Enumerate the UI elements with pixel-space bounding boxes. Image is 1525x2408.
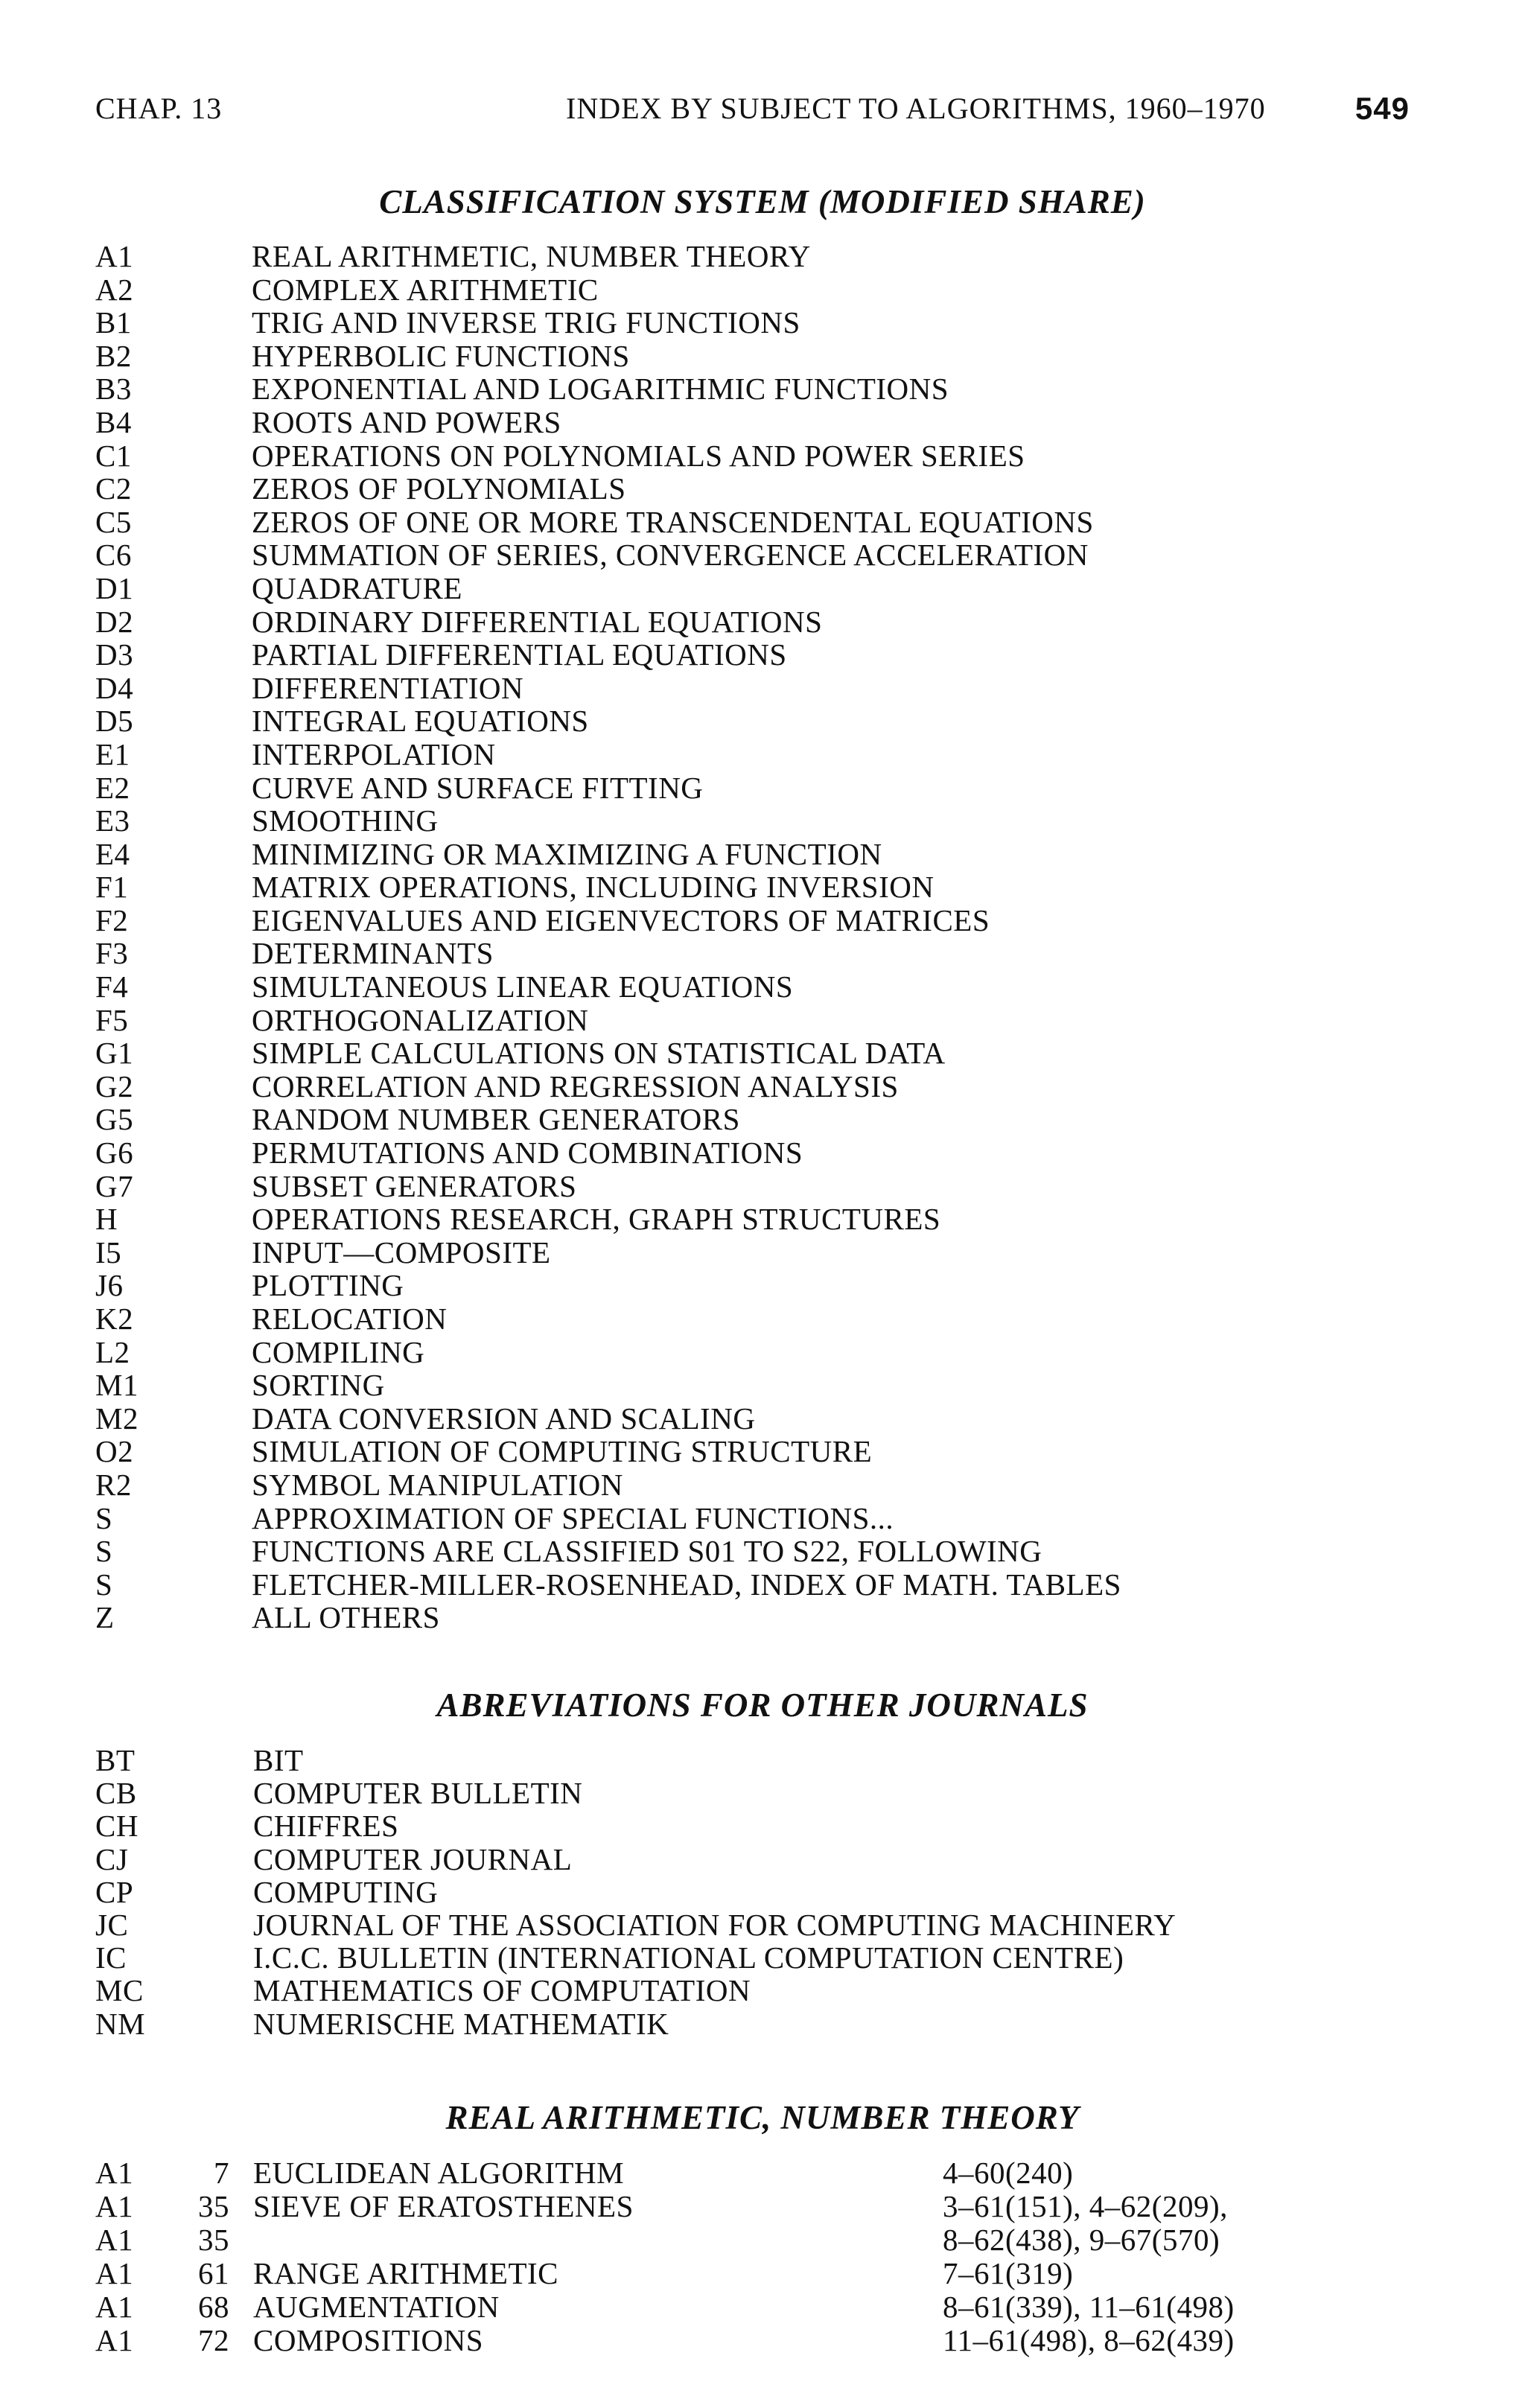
entry-desc: SIMULTANEOUS LINEAR EQUATIONS — [252, 969, 794, 1004]
entry-code: C6 — [95, 538, 132, 573]
entry-desc: SUBSET GENERATORS — [252, 1168, 577, 1203]
entry-desc: QUADRATURE — [252, 570, 462, 605]
entry-desc: ALL OTHERS — [252, 1600, 440, 1635]
entry-code: E3 — [95, 803, 130, 838]
entry-desc: DATA CONVERSION AND SCALING — [252, 1401, 756, 1436]
entry-ref: 11–61(498), 8–62(439) — [943, 2323, 1235, 2357]
entry-desc: CHIFFRES — [253, 1809, 399, 1844]
entry-code: B2 — [95, 338, 132, 373]
journals-title: ABREVIATIONS FOR OTHER JOURNALS — [436, 1686, 1089, 1724]
entry-code: F1 — [95, 870, 129, 905]
entry-code: M2 — [95, 1401, 139, 1436]
entry-code: F2 — [95, 902, 129, 937]
entry-desc: COMPILING — [252, 1334, 425, 1369]
entry-desc: SIEVE OF ERATOSTHENES — [253, 2189, 634, 2223]
entry-desc: SYMBOL MANIPULATION — [252, 1467, 623, 1502]
entry-code: CB — [95, 1776, 137, 1811]
entry-desc: RANDOM NUMBER GENERATORS — [252, 1102, 740, 1137]
entry-code: A1 — [95, 2256, 134, 2290]
entry-ref: 4–60(240) — [943, 2156, 1074, 2190]
entry-desc: INTEGRAL EQUATIONS — [252, 704, 589, 739]
entry-desc: RELOCATION — [252, 1302, 448, 1336]
entry-num: 35 — [198, 2189, 229, 2223]
entry-code: E4 — [95, 836, 130, 871]
entry-code: BT — [95, 1743, 136, 1777]
entry-desc: APPROXIMATION OF SPECIAL FUNCTIONS... — [252, 1500, 894, 1535]
entry-num: 7 — [214, 2156, 229, 2190]
entry-ref: 7–61(319) — [943, 2256, 1074, 2290]
entry-code: G2 — [95, 1068, 134, 1103]
entry-desc: EXPONENTIAL AND LOGARITHMIC FUNCTIONS — [252, 372, 949, 407]
entry-code: J6 — [95, 1268, 124, 1303]
entry-code: S — [95, 1500, 113, 1535]
entry-code: D3 — [95, 637, 134, 672]
entry-desc: ORTHOGONALIZATION — [252, 1002, 589, 1037]
algorithms-title: REAL ARITHMETIC, NUMBER THEORY — [445, 2099, 1080, 2136]
entry-desc: ZEROS OF ONE OR MORE TRANSCENDENTAL EQUATIONS — [252, 504, 1094, 539]
entry-code: L2 — [95, 1334, 130, 1369]
entry-desc: CURVE AND SURFACE FITTING — [252, 770, 704, 805]
entry-code: IC — [95, 1940, 127, 1975]
entry-desc: AUGMENTATION — [253, 2290, 500, 2324]
entry-code: R2 — [95, 1467, 132, 1502]
entry-desc: PLOTTING — [252, 1268, 404, 1303]
entry-code: D1 — [95, 570, 134, 605]
entry-desc: COMPUTING — [253, 1874, 439, 1909]
entry-desc: MATHEMATICS OF COMPUTATION — [253, 1973, 751, 2008]
entry-desc: SMOOTHING — [252, 803, 439, 838]
entry-code: E2 — [95, 770, 130, 805]
entry-desc: JOURNAL OF THE ASSOCIATION FOR COMPUTING MACHINERY — [253, 1907, 1177, 1942]
entry-num: 61 — [198, 2256, 229, 2290]
entry-desc: RANGE ARITHMETIC — [253, 2256, 559, 2290]
entry-code: S — [95, 1567, 113, 1602]
entry-desc: NUMERISCHE MATHEMATIK — [253, 2006, 669, 2041]
entry-desc: COMPUTER JOURNAL — [253, 1841, 573, 1876]
entry-ref: 8–62(438), 9–67(570) — [943, 2223, 1220, 2257]
entry-desc: INTERPOLATION — [252, 736, 496, 771]
entry-code: F5 — [95, 1002, 129, 1037]
entry-code: B4 — [95, 404, 132, 439]
entry-code: E1 — [95, 736, 130, 771]
entry-desc: EUCLIDEAN ALGORITHM — [253, 2156, 625, 2190]
entry-desc: EIGENVALUES AND EIGENVECTORS OF MATRICES — [252, 902, 990, 937]
entry-desc: ROOTS AND POWERS — [252, 404, 561, 439]
entry-code: A1 — [95, 2290, 134, 2324]
entry-desc: OPERATIONS ON POLYNOMIALS AND POWER SERIES — [252, 438, 1025, 473]
entry-desc: FUNCTIONS ARE CLASSIFIED S01 TO S22, FOLLOWING — [252, 1534, 1042, 1569]
entry-code: G7 — [95, 1168, 134, 1203]
entry-code: C2 — [95, 471, 132, 506]
entry-code: F3 — [95, 936, 129, 971]
entry-code: D2 — [95, 604, 134, 639]
entry-num: 68 — [198, 2290, 229, 2324]
entry-desc: HYPERBOLIC FUNCTIONS — [252, 338, 630, 373]
entry-code: S — [95, 1534, 113, 1569]
entry-desc: COMPOSITIONS — [253, 2323, 483, 2357]
entry-code: A1 — [95, 2156, 134, 2190]
entry-desc: INPUT—COMPOSITE — [252, 1235, 551, 1270]
entry-code: A1 — [95, 2189, 134, 2223]
entry-code: A1 — [95, 2223, 134, 2257]
entry-desc: REAL ARITHMETIC, NUMBER THEORY — [252, 239, 811, 273]
entry-desc: OPERATIONS RESEARCH, GRAPH STRUCTURES — [252, 1202, 941, 1237]
entry-desc: SIMULATION OF COMPUTING STRUCTURE — [252, 1434, 873, 1469]
entry-code: G5 — [95, 1102, 134, 1137]
entry-code: CH — [95, 1809, 139, 1844]
entry-desc: COMPLEX ARITHMETIC — [252, 272, 599, 307]
entry-code: MC — [95, 1973, 144, 2008]
entry-ref: 8–61(339), 11–61(498) — [943, 2290, 1235, 2324]
entry-desc: COMPUTER BULLETIN — [253, 1776, 583, 1811]
entry-desc: BIT — [253, 1743, 304, 1777]
entry-code: M1 — [95, 1368, 139, 1403]
entry-code: CP — [95, 1874, 134, 1909]
entry-code: C1 — [95, 438, 132, 473]
entry-desc: SORTING — [252, 1368, 385, 1403]
entry-code: G1 — [95, 1036, 134, 1071]
entry-code: JC — [95, 1907, 129, 1942]
entry-code: K2 — [95, 1302, 134, 1336]
classification-title: CLASSIFICATION SYSTEM (MODIFIED SHARE) — [379, 183, 1146, 220]
entry-desc: ORDINARY DIFFERENTIAL EQUATIONS — [252, 604, 823, 639]
entry-desc: MATRIX OPERATIONS, INCLUDING INVERSION — [252, 870, 935, 905]
entry-code: H — [95, 1202, 118, 1237]
entry-code: A1 — [95, 2323, 134, 2357]
page-number: 549 — [1354, 91, 1410, 126]
chapter-label: CHAP. 13 — [95, 92, 223, 125]
entry-desc: TRIG AND INVERSE TRIG FUNCTIONS — [252, 305, 800, 340]
entry-num: 72 — [198, 2323, 229, 2357]
entry-code: CJ — [95, 1841, 129, 1876]
entry-code: G6 — [95, 1135, 134, 1170]
entry-desc: SUMMATION OF SERIES, CONVERGENCE ACCELERATION — [252, 538, 1089, 573]
entry-desc: ZEROS OF POLYNOMIALS — [252, 471, 626, 506]
entry-desc: PERMUTATIONS AND COMBINATIONS — [252, 1135, 803, 1170]
entry-code: B3 — [95, 372, 132, 407]
entry-code: NM — [95, 2006, 146, 2041]
entry-desc: FLETCHER-MILLER-ROSENHEAD, INDEX OF MATH. TABLES — [252, 1567, 1121, 1602]
entry-code: O2 — [95, 1434, 134, 1469]
entry-code: F4 — [95, 969, 129, 1004]
entry-desc: PARTIAL DIFFERENTIAL EQUATIONS — [252, 637, 787, 672]
entry-code: C5 — [95, 504, 132, 539]
entry-code: D4 — [95, 670, 134, 705]
entry-code: A2 — [95, 272, 134, 307]
entry-num: 35 — [198, 2223, 229, 2257]
entry-desc: DETERMINANTS — [252, 936, 494, 971]
entry-code: D5 — [95, 704, 134, 739]
entry-ref: 3–61(151), 4–62(209), — [943, 2189, 1228, 2223]
entry-desc: I.C.C. BULLETIN (INTERNATIONAL COMPUTATION CENTRE) — [253, 1940, 1124, 1975]
entry-desc: MINIMIZING OR MAXIMIZING A FUNCTION — [252, 836, 882, 871]
entry-code: Z — [95, 1600, 115, 1635]
entry-code: A1 — [95, 239, 134, 273]
entry-desc: DIFFERENTIATION — [252, 670, 524, 705]
entry-code: B1 — [95, 305, 132, 340]
entry-code: I5 — [95, 1235, 122, 1270]
running-header-title: INDEX BY SUBJECT TO ALGORITHMS, 1960–1970 — [566, 92, 1266, 125]
entry-desc: CORRELATION AND REGRESSION ANALYSIS — [252, 1068, 899, 1103]
entry-desc: SIMPLE CALCULATIONS ON STATISTICAL DATA — [252, 1036, 946, 1071]
